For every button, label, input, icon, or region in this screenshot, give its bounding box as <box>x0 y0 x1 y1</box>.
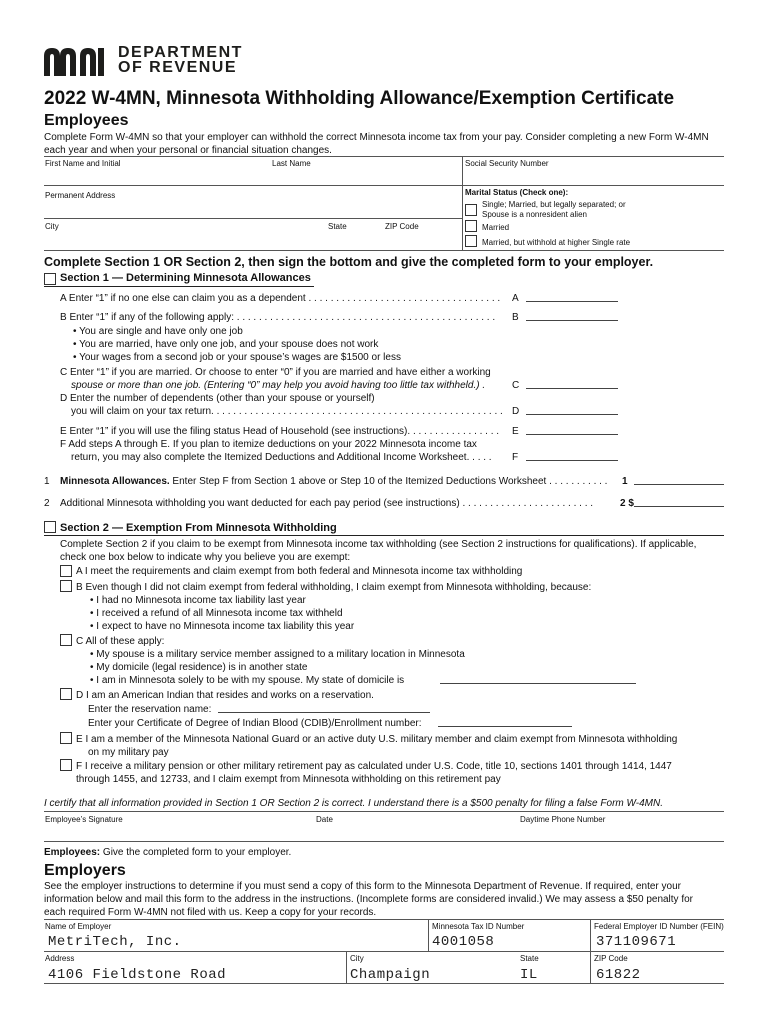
instructions-line: Complete Section 1 OR Section 2, then sign the bottom and give the completed form to your employer. <box>44 255 654 269</box>
mn-tax-id-field[interactable]: 4001058 <box>432 934 495 950</box>
s2-d-checkbox[interactable] <box>60 688 72 700</box>
marital-opt3: Married, but withhold at higher Single rate <box>482 238 631 247</box>
s2-d-cdib-label: Enter your Certificate of Degree of Indian Blood (CDIB)/Enrollment number: <box>88 718 422 729</box>
s1-step-f2: return, you may also complete the Itemized Deductions and Additional Income Worksheet. . . . . <box>71 452 492 463</box>
s1-step-f1: F Add steps A through E. If you plan to itemize deductions on your 2022 Minnesota income tax <box>60 439 477 450</box>
s1-step-e: E Enter “1” if you will use the filing status Head of Household (see instructions). . . . . . . . . . . . . . . . . <box>60 426 500 437</box>
s2-b-checkbox[interactable] <box>60 580 72 592</box>
address-label: Permanent Address <box>45 191 116 200</box>
s1-step-b: B Enter “1” if any of the following apply: . . . . . . . . . . . . . . . . . . . . . . . . . . . . . . . . . . . . . . . . . . . . . . . <box>60 312 496 323</box>
s2-d-text: D I am an American Indian that resides and works on a reservation. <box>76 690 374 701</box>
state-label: State <box>328 222 347 231</box>
divider <box>44 185 724 186</box>
employer-zip-label: ZIP Code <box>594 954 628 963</box>
employers-p2: information below and mail this form to the address in the instructions. (Incomplete forms are considered invalid.) We may assess a $50 penalty for <box>44 894 694 905</box>
marital-married-checkbox[interactable] <box>465 220 477 232</box>
signature-field[interactable] <box>44 825 306 839</box>
city-field[interactable] <box>44 232 324 246</box>
s1-c-input[interactable] <box>526 388 618 389</box>
s2-a-checkbox[interactable] <box>60 565 72 577</box>
divider <box>44 951 724 952</box>
s1-c-letter: C <box>512 380 520 391</box>
divider <box>44 983 724 984</box>
marital-higher-single-checkbox[interactable] <box>465 235 477 247</box>
line1-index: 1 <box>44 476 50 487</box>
zip-field[interactable] <box>385 232 459 246</box>
state-field[interactable] <box>328 232 378 246</box>
s1-d-letter: D <box>512 406 520 417</box>
employer-name-label: Name of Employer <box>45 922 112 931</box>
s2-b-bullet: • I had no Minnesota income tax liability last year <box>90 594 306 607</box>
employer-city-label: City <box>350 954 364 963</box>
s1-step-c2: spouse or more than one job. (Entering “0” may help you avoid having too little tax withheld.) . <box>71 380 486 391</box>
employer-zip-field[interactable]: 61822 <box>596 967 641 983</box>
employers-p1: See the employer instructions to determine if you must send a copy of this form to the Minnesota Department of Revenue. If required, enter your <box>44 881 681 892</box>
s2-intro1: Complete Section 2 if you claim to be exempt from Minnesota income tax withholding (see Section 2 instructions for qualifications). If applicable, <box>60 539 697 550</box>
department-name <box>118 45 243 75</box>
employees-give-bold: Employees: <box>44 847 101 858</box>
divider <box>44 156 724 157</box>
page-title: 2022 W-4MN, Minnesota Withholding Allowance/Exemption Certificate <box>44 88 675 109</box>
s2-e-text1: E I am a member of the Minnesota National Guard or an active duty U.S. military member and claim exempt from Minnesota withholding <box>76 734 678 745</box>
divider <box>44 811 724 812</box>
s1-e-letter: E <box>512 426 519 437</box>
dept-line1: DEPARTMENT <box>118 44 243 61</box>
s1-step-d1: D Enter the number of dependents (other than your spouse or yourself) <box>60 393 375 404</box>
s2-f-checkbox[interactable] <box>60 759 72 771</box>
s1-b-input[interactable] <box>526 320 618 321</box>
section2-heading: Section 2 — Exemption From Minnesota Withholding <box>60 522 337 534</box>
employees-give-rest: Give the completed form to your employer. <box>100 847 292 858</box>
s1-b-bullet: • You are married, have only one job, and your spouse does not work <box>73 338 378 351</box>
divider <box>44 218 462 219</box>
employees-heading: Employees <box>44 112 129 129</box>
line1-input[interactable] <box>634 484 724 485</box>
s1-step-a: A Enter “1” if no one else can claim you as a dependent . . . . . . . . . . . . . . . . . . . . . . . . . . . . . . . . . . . <box>60 293 501 304</box>
s2-b-bullet: • I expect to have no Minnesota income tax liability this year <box>90 620 354 633</box>
first-name-field[interactable] <box>44 170 264 184</box>
mn-logo-icon <box>44 46 110 76</box>
s1-step-c1: C Enter “1” if you are married. Or choose to enter “0” if you are married and have either a working <box>60 367 491 378</box>
s2-c-bullet: • I am in Minnesota solely to be with my spouse. My state of domicile is <box>90 674 404 687</box>
divider <box>44 919 724 920</box>
s2-c-bullet: • My domicile (legal residence) is in another state <box>90 661 308 674</box>
s2-a-text: A I meet the requirements and claim exempt from both federal and Minnesota income tax withholding <box>76 566 523 577</box>
line2-number: 2 $ <box>620 498 634 509</box>
s2-intro2: check one box below to indicate why you believe you are exempt: <box>60 552 351 563</box>
phone-field[interactable] <box>520 825 720 839</box>
last-name-label: Last Name <box>272 159 311 168</box>
ssn-label: Social Security Number <box>465 159 549 168</box>
line1-text <box>60 475 607 488</box>
last-name-field[interactable] <box>272 170 458 184</box>
s2-e-checkbox[interactable] <box>60 732 72 744</box>
marital-opt1a: Single; Married, but legally separated; or <box>482 200 626 209</box>
divider <box>428 919 429 951</box>
employer-address-field[interactable]: 4106 Fieldstone Road <box>48 967 227 983</box>
divider <box>44 250 724 251</box>
marital-single-checkbox[interactable] <box>465 204 477 216</box>
s1-d-input[interactable] <box>526 414 618 415</box>
fein-field[interactable]: 371109671 <box>596 934 677 950</box>
s1-b-bullet: • Your wages from a second job or your spouse’s wages are $1500 or less <box>73 351 401 364</box>
marital-label: Marital Status (Check one): <box>465 188 569 197</box>
dept-line2: OF REVENUE <box>118 59 238 76</box>
section1-heading: Section 1 — Determining Minnesota Allowances <box>60 272 311 284</box>
s1-b-letter: B <box>512 312 519 323</box>
divider <box>44 535 724 536</box>
s1-step-d2: you will claim on your tax return. . . . . . . . . . . . . . . . . . . . . . . . . . . . . . . . . . . . . . . . . . . . . . . . . . . . . <box>71 406 503 417</box>
employers-p3: each required Form W-4MN not filed with us. Keep a copy for your records. <box>44 907 377 918</box>
state-of-domicile-input[interactable] <box>440 683 636 684</box>
s2-c-checkbox[interactable] <box>60 634 72 646</box>
line1-bold: Minnesota Allowances. <box>60 476 170 487</box>
signature-label: Employee’s Signature <box>45 815 123 824</box>
employees-give-note <box>44 846 291 859</box>
city-label: City <box>45 222 59 231</box>
employer-name-field[interactable]: MetriTech, Inc. <box>48 934 182 950</box>
line1-number: 1 <box>622 476 628 487</box>
date-label: Date <box>316 815 333 824</box>
section1-checkbox[interactable] <box>44 273 56 285</box>
fein-label: Federal Employer ID Number (FEIN) <box>594 922 724 931</box>
divider <box>462 156 463 250</box>
employer-city-field[interactable]: Champaign <box>350 967 431 983</box>
s2-f-text1: F I receive a military pension or other military retirement pay as calculated under U.S. Code, title 10, sections 1401 through 1414, 1447 <box>76 761 672 772</box>
s1-f-input[interactable] <box>526 460 618 461</box>
divider <box>44 841 724 842</box>
s2-d-reservation-label: Enter the reservation name: <box>88 704 212 715</box>
marital-opt1b: Spouse is a nonresident alien <box>482 210 587 219</box>
line2-index: 2 <box>44 498 50 509</box>
date-field[interactable] <box>316 825 512 839</box>
s1-a-letter: A <box>512 293 519 304</box>
s2-c-bullet: • My spouse is a military service member assigned to a military location in Minnesota <box>90 648 465 661</box>
line2-input[interactable] <box>634 506 724 507</box>
s2-b-bullet: • I received a refund of all Minnesota income tax withheld <box>90 607 343 620</box>
first-name-label: First Name and Initial <box>45 159 121 168</box>
phone-label: Daytime Phone Number <box>520 815 606 824</box>
s2-f-text2: through 1455, and 12733, and I claim exempt from Minnesota withholding on this retirement pay <box>76 774 501 785</box>
line1-rest: Enter Step F from Section 1 above or Step 10 of the Itemized Deductions Worksheet . . . . . . . . . . . <box>169 476 608 487</box>
divider <box>44 286 314 287</box>
employer-state-label: State <box>520 954 539 963</box>
mn-tax-id-label: Minnesota Tax ID Number <box>432 922 525 931</box>
s2-e-text2: on my military pay <box>88 747 169 758</box>
employers-heading: Employers <box>44 862 126 879</box>
marital-opt2: Married <box>482 223 510 232</box>
address-field[interactable] <box>44 201 458 215</box>
s2-c-text: C All of these apply: <box>76 636 165 647</box>
zip-label: ZIP Code <box>385 222 419 231</box>
employees-intro: Complete Form W-4MN so that your employer can withhold the correct Minnesota income tax from your pay. Consider completing a new Form W-4MN each year and when your personal or financial situation changes. <box>44 132 709 156</box>
section2-checkbox[interactable] <box>44 521 56 533</box>
divider <box>346 951 347 983</box>
s2-b-text: B Even though I did not claim exempt from federal withholding, I claim exempt from Minnesota withholding, because: <box>76 582 592 593</box>
reservation-name-input[interactable] <box>218 712 430 713</box>
employer-state-field[interactable]: IL <box>520 967 538 983</box>
s1-b-bullet: • You are single and have only one job <box>73 325 243 338</box>
s1-e-input[interactable] <box>526 434 618 435</box>
line2-text: Additional Minnesota withholding you want deducted for each pay period (see instructions) . . . . . . . . . . . . . . . . . . . . . . . . <box>60 498 594 509</box>
ssn-field[interactable] <box>465 170 720 184</box>
employer-address-label: Address <box>45 954 75 963</box>
certify-text: I certify that all information provided in Section 1 OR Section 2 is correct. I understand there is a $500 penalty for filing a false Form W-4MN. <box>44 798 663 809</box>
cdib-number-input[interactable] <box>438 726 572 727</box>
s1-a-input[interactable] <box>526 301 618 302</box>
s1-f-letter: F <box>512 452 519 463</box>
